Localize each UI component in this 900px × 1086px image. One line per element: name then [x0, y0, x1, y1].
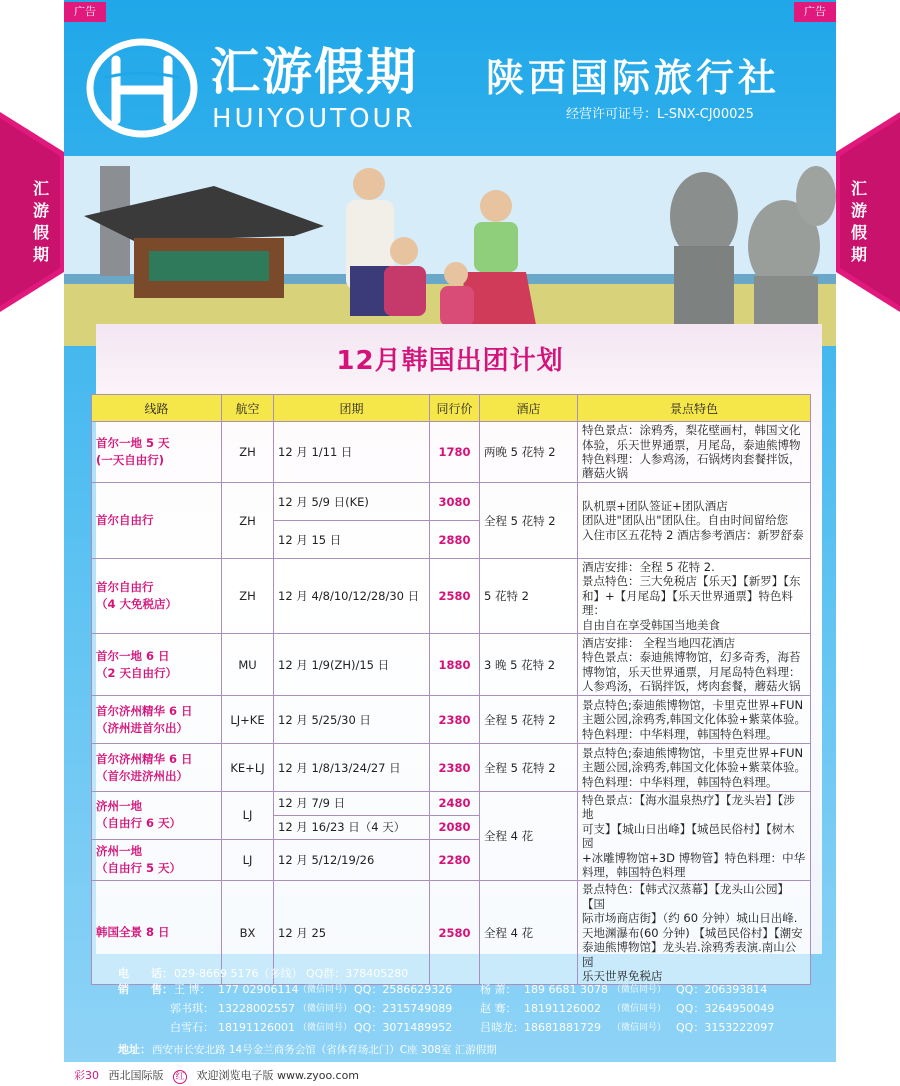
features [578, 792, 811, 881]
sales-tel: 177 02906114 [218, 983, 299, 996]
feature-line: 特色景点：【海水温泉热疗】【龙头岩】【涉地 [582, 793, 795, 822]
phone-label: 电 话： [118, 967, 173, 980]
airline: ZH [222, 559, 274, 634]
sales-note: （微信同号） [612, 1004, 667, 1014]
feature-line: 酒店安排： 全程当地四花酒店 [582, 635, 736, 650]
route-line: （自由行 5 天） [96, 861, 182, 876]
tour-price: 2080 [430, 815, 480, 839]
route-line: 首尔一地 6 日 [96, 648, 170, 663]
feature-line: 博物馆，乐天世界通票，月尾岛特色料理： [582, 664, 801, 679]
route-name [92, 559, 222, 634]
sales-tel: 18681881729 [524, 1021, 601, 1034]
hotel: 5 花特 2 [480, 559, 578, 634]
feature-line: 料理，韩国特色料理 [582, 865, 686, 880]
sales-qq: QQ：3071489952 [354, 1021, 453, 1034]
tour-date: 12 月 1/8/13/24/27 日 [274, 744, 430, 792]
route-line: 济州一地 [96, 844, 142, 859]
sales-name: 白雪石： [170, 1021, 214, 1034]
tour-schedule-table [91, 394, 811, 985]
features [578, 559, 811, 634]
tour-date: 12 月 5/25/30 日 [274, 696, 430, 744]
side-label-left-text: 汇游假期 [32, 179, 49, 264]
route-line: 首尔自由行 [96, 580, 154, 595]
feature-line: 队机票+团队签证+团队酒店 [582, 498, 728, 513]
sales-tel: 18191126001 [218, 1021, 295, 1034]
route-name: 首尔自由行 [92, 483, 222, 559]
sales-note: （微信同号） [298, 985, 353, 995]
sales-name: 王 博： [174, 983, 211, 996]
feature-line: 景点特色：三大免税店【乐天】【新罗】【东 [582, 574, 801, 589]
feature-line: 天地渊瀑布(60 分钟) 【城邑民俗村】【潮安 [582, 925, 803, 940]
tour-date: 12 月 5/9 日(KE) [274, 483, 430, 521]
airline: LJ [222, 839, 274, 881]
col-header-dates: 团期 [274, 395, 430, 422]
tour-price: 2380 [430, 696, 480, 744]
route-line: （首尔进济州出） [96, 768, 188, 783]
feature-line: 体验，乐天世界通票，月尾岛，泰迪熊博物 [582, 437, 801, 452]
route-name [92, 792, 222, 840]
route-name: 韩国全景 8 日 [92, 881, 222, 985]
airline: LJ [222, 792, 274, 840]
features [578, 634, 811, 696]
tour-date: 12 月 5/12/19/26 [274, 839, 430, 881]
agency-name: 陕西国际旅行社 [486, 56, 781, 100]
table-row [92, 792, 811, 816]
sales-tel: 13228002557 [218, 1002, 295, 1015]
airline: BX [222, 881, 274, 985]
page-title: 12月韩国出团计划 [336, 346, 564, 376]
side-label-right [836, 112, 900, 312]
col-header-features: 景点特色 [578, 395, 811, 422]
table-header-row [92, 395, 811, 422]
page-number: 彩30 [74, 1069, 99, 1082]
features [578, 696, 811, 744]
feature-line: 主题公园,涂鸦秀,韩国文化体验+紫菜体验。 [582, 760, 806, 775]
license-number: 经营许可证号：L-SNX-CJ00025 [566, 107, 754, 122]
route-line: 济州一地 [96, 799, 142, 814]
tour-price: 2280 [430, 839, 480, 881]
tour-date: 12 月 1/11 日 [274, 422, 430, 483]
feature-line: 泰迪熊博物馆】龙头岩.涂鸦秀表演.南山公园 [582, 940, 797, 969]
phone-number: 029-8669 5176（多线） QQ群：378405280 [174, 967, 409, 980]
route-line: 首尔济州精华 6 日 [96, 751, 193, 766]
address-text: 西安市长安北路 14号金兰商务会馆（省体育场北门）C座 308室 汇游假期 [152, 1044, 497, 1056]
sales-name: 赵 骞： [480, 1002, 517, 1015]
hotel: 3 晚 5 花特 2 [480, 634, 578, 696]
sales-qq: QQ：3153222097 [676, 1021, 775, 1034]
col-header-hotel: 酒店 [480, 395, 578, 422]
address-label: 地址： [118, 1043, 151, 1056]
airline: ZH [222, 422, 274, 483]
airline: MU [222, 634, 274, 696]
tour-price: 2380 [430, 744, 480, 792]
route-line: 首尔一地 5 天 [96, 436, 170, 450]
table-row [92, 559, 811, 634]
ad-tag-left: 广告 [64, 2, 106, 22]
sales-qq: QQ：206393814 [676, 983, 768, 996]
feature-line: 乐天世界免税店 [582, 968, 663, 983]
feature-line: 自由自在享受韩国当地美食 [582, 617, 720, 632]
sales-tel: 189 6681 3078 [524, 983, 608, 996]
feature-line: 团队进"团队出"团队住。自由时间留给您 [582, 513, 789, 528]
huiyou-logo-icon [86, 38, 198, 138]
hotel: 全程 5 花特 2 [480, 696, 578, 744]
sales-qq: QQ：2315749089 [354, 1002, 453, 1015]
route-line: （济州进首尔出） [96, 720, 188, 735]
feature-line: 特色料理：中华料理，韩国特色料理。 [582, 726, 778, 741]
tour-price: 2580 [430, 559, 480, 634]
sales-note: （微信同号） [612, 1023, 667, 1033]
tour-date: 12 月 4/8/10/12/28/30 日 [274, 559, 430, 634]
hotel: 全程 4 花 [480, 881, 578, 985]
sales-label: 销 售： [118, 983, 173, 996]
sales-qq: QQ：2586629326 [354, 983, 453, 996]
tour-price: 1780 [430, 422, 480, 483]
ad-tag-right: 广告 [794, 2, 836, 22]
feature-line: 和】+【月尾岛】【乐天世界通票】特色料理： [582, 588, 793, 618]
edition-name: 西北国际版 [108, 1069, 164, 1082]
feature-line: 景点特色;泰迪熊博物馆，卡里克世界+FUN [582, 745, 804, 760]
features [578, 422, 811, 483]
route-name [92, 744, 222, 792]
feature-line: 特色料理：中华料理，韩国特色料理。 [582, 774, 778, 789]
sales-note: （微信同号） [298, 1023, 353, 1033]
sales-name: 吕晓龙： [480, 1021, 524, 1034]
red-badge-icon: 红 [173, 1070, 187, 1084]
feature-line: 景点特色：【韩式汉蒸幕】【龙头山公园】【国 [582, 882, 789, 911]
table-row [92, 744, 811, 792]
hotel: 全程 4 花 [480, 792, 578, 881]
tour-date: 12 月 25 [274, 881, 430, 985]
table-row [92, 422, 811, 483]
phone-row [118, 966, 818, 982]
hotel: 全程 5 花特 2 [480, 483, 578, 559]
tour-price: 2480 [430, 792, 480, 816]
table-row [92, 634, 811, 696]
route-name [92, 634, 222, 696]
table-row [92, 483, 811, 521]
sales-row [118, 1001, 818, 1017]
address-row [118, 1042, 818, 1058]
hotel: 全程 5 花特 2 [480, 744, 578, 792]
tour-price: 3080 [430, 483, 480, 521]
hotel: 两晚 5 花特 2 [480, 422, 578, 483]
feature-line: 可支】【城山日出峰】【城邑民俗村】【树木园 [582, 821, 795, 851]
route-name [92, 696, 222, 744]
sales-note: （微信同号） [612, 985, 667, 995]
feature-line: 特色景点：涂鸦秀，梨花壁画村，韩国文化 [582, 423, 801, 438]
feature-line: 特色景点：泰迪熊博物馆，幻多奇秀，海苔 [582, 650, 801, 665]
col-header-airline: 航空 [222, 395, 274, 422]
route-name [92, 839, 222, 881]
side-label-left [0, 112, 64, 312]
route-line: (一天自由行) [96, 453, 165, 467]
tour-date: 12 月 1/9(ZH)/15 日 [274, 634, 430, 696]
sales-note: （微信同号） [298, 1004, 353, 1014]
brand-name-cn: 汇游假期 [210, 43, 418, 101]
route-line: 首尔济州精华 6 日 [96, 703, 193, 718]
sales-name: 杨 萧： [480, 983, 517, 996]
feature-line: 人参鸡汤，石锅拌饭，烤肉套餐，蘑菇火锅 [582, 678, 801, 693]
website-link[interactable]: 欢迎浏览电子版 www.zyoo.com [196, 1069, 360, 1082]
tour-price: 2880 [430, 521, 480, 559]
route-line: （自由行 6 天） [96, 816, 182, 831]
features [578, 483, 811, 559]
table-row [92, 696, 811, 744]
feature-line: 蘑菇火锅 [582, 466, 628, 481]
feature-line: +冰雕博物馆+3D 博物管】特色料理：中华 [582, 850, 806, 865]
tour-price: 2580 [430, 881, 480, 985]
airline: LJ+KE [222, 696, 274, 744]
airline: KE+LJ [222, 744, 274, 792]
route-name [92, 422, 222, 483]
tour-date: 12 月 15 日 [274, 521, 430, 559]
col-header-route: 线路 [92, 395, 222, 422]
tour-date: 12 月 7/9 日 [274, 792, 430, 816]
sales-qq: QQ：3264950049 [676, 1002, 775, 1015]
brand-name-en: HUIYOUTOUR [212, 104, 416, 134]
feature-line: 酒店安排：全程 5 花特 2. [582, 560, 715, 574]
sales-row [118, 982, 818, 998]
airline: ZH [222, 483, 274, 559]
feature-line: 特色料理：人参鸡汤，石锅烤肉套餐拌饭， [582, 452, 801, 466]
feature-line: 主题公园,涂鸦秀,韩国文化体验+紫菜体验。 [582, 712, 806, 727]
route-line: （4 大免税店） [96, 597, 178, 612]
tour-date: 12 月 16/23 日（4 天） [274, 815, 430, 839]
tour-price: 1880 [430, 634, 480, 696]
feature-line: 入住市区五花特 2 酒店参考酒店：新罗舒泰 [582, 527, 804, 542]
sales-name: 郭书琪： [170, 1002, 214, 1015]
side-label-right-text: 汇游假期 [850, 179, 867, 264]
page-footer [74, 1068, 365, 1084]
sales-row [118, 1020, 818, 1036]
col-header-price: 同行价 [430, 395, 480, 422]
route-line: （2 天自由行） [96, 665, 178, 680]
feature-line: 际市场商店街】（约 60 分钟）城山日出峰. [582, 911, 798, 926]
sales-tel: 18191126002 [524, 1002, 601, 1015]
korea-photo-banner [64, 156, 836, 346]
features [578, 744, 811, 792]
feature-line: 景点特色;泰迪熊博物馆，卡里克世界+FUN [582, 697, 804, 712]
